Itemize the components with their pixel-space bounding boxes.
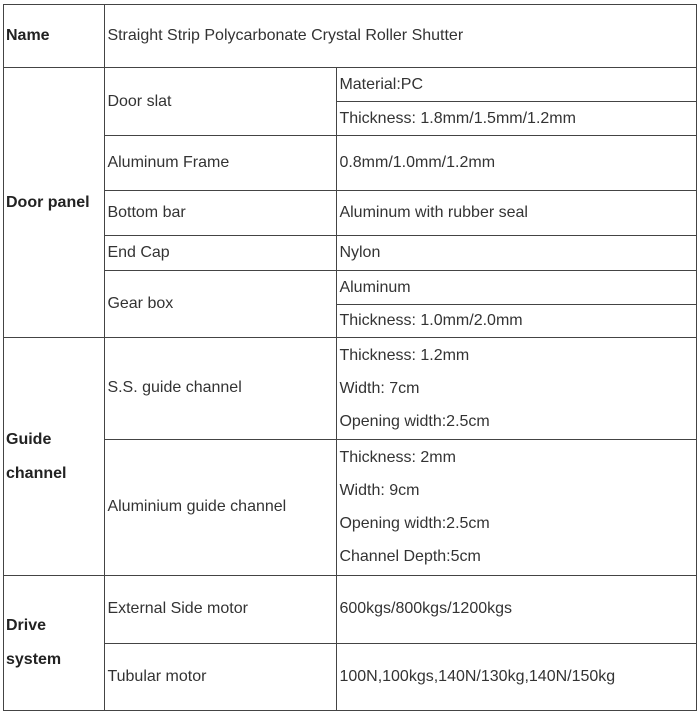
table-row-door-slat [4, 68, 697, 102]
gear-box-thickness: Thickness: 1.0mm/2.0mm [337, 305, 697, 338]
aluminium-guide-channel-label: Aluminium guide channel [105, 439, 337, 575]
spec-line: Thickness: 2mm [339, 449, 456, 467]
gear-box-label: Gear box [105, 271, 337, 338]
table-row-ss-guide-channel [4, 338, 697, 439]
spec-line: Width: 9cm [339, 482, 420, 500]
bottom-bar-value: Aluminum with rubber seal [337, 191, 697, 236]
spec-line: Opening width:2.5cm [339, 515, 490, 533]
door-panel-label: Door panel [4, 68, 105, 338]
spec-line: Channel Depth:5cm [339, 548, 481, 566]
table-row-tubular-motor [4, 643, 697, 710]
drive-system-label-line1: Drive [6, 616, 47, 634]
external-side-motor-label: External Side motor [105, 575, 337, 643]
product-name: Straight Strip Polycarbonate Crystal Roller Shutter [105, 5, 697, 68]
gear-box-material: Aluminum [337, 271, 697, 305]
drive-system-label-line2: system [6, 650, 62, 668]
spec-table [3, 4, 697, 711]
table-row-aluminum-frame [4, 136, 697, 191]
tubular-motor-value: 100N,100kgs,140N/130kg,140N/150kg [337, 643, 697, 710]
aluminium-guide-channel-specs [337, 439, 697, 575]
table-row-end-cap [4, 236, 697, 271]
aluminum-frame-value: 0.8mm/1.0mm/1.2mm [337, 136, 697, 191]
guide-channel-label-line1: Guide [6, 430, 52, 448]
table-row-gear-box [4, 271, 697, 305]
door-slat-label: Door slat [105, 68, 337, 136]
ss-guide-channel-specs [337, 338, 697, 439]
ss-guide-channel-label: S.S. guide channel [105, 338, 337, 439]
guide-channel-label-line2: channel [6, 464, 67, 482]
table-row-name [4, 5, 697, 68]
external-side-motor-value: 600kgs/800kgs/1200kgs [337, 575, 697, 643]
end-cap-value: Nylon [337, 236, 697, 271]
spec-line: Thickness: 1.2mm [339, 346, 470, 364]
end-cap-label: End Cap [105, 236, 337, 271]
drive-system-label [4, 575, 105, 710]
spec-line: Opening width:2.5cm [339, 412, 490, 430]
guide-channel-label [4, 338, 105, 575]
aluminum-frame-label: Aluminum Frame [105, 136, 337, 191]
spec-line: Width: 7cm [339, 379, 420, 397]
table-row-aluminium-guide-channel [4, 439, 697, 575]
table-row-bottom-bar [4, 191, 697, 236]
bottom-bar-label: Bottom bar [105, 191, 337, 236]
name-label: Name [4, 5, 105, 68]
door-slat-material: Material:PC [337, 68, 697, 102]
table-row-external-side-motor [4, 575, 697, 643]
door-slat-thickness: Thickness: 1.8mm/1.5mm/1.2mm [337, 102, 697, 136]
tubular-motor-label: Tubular motor [105, 643, 337, 710]
